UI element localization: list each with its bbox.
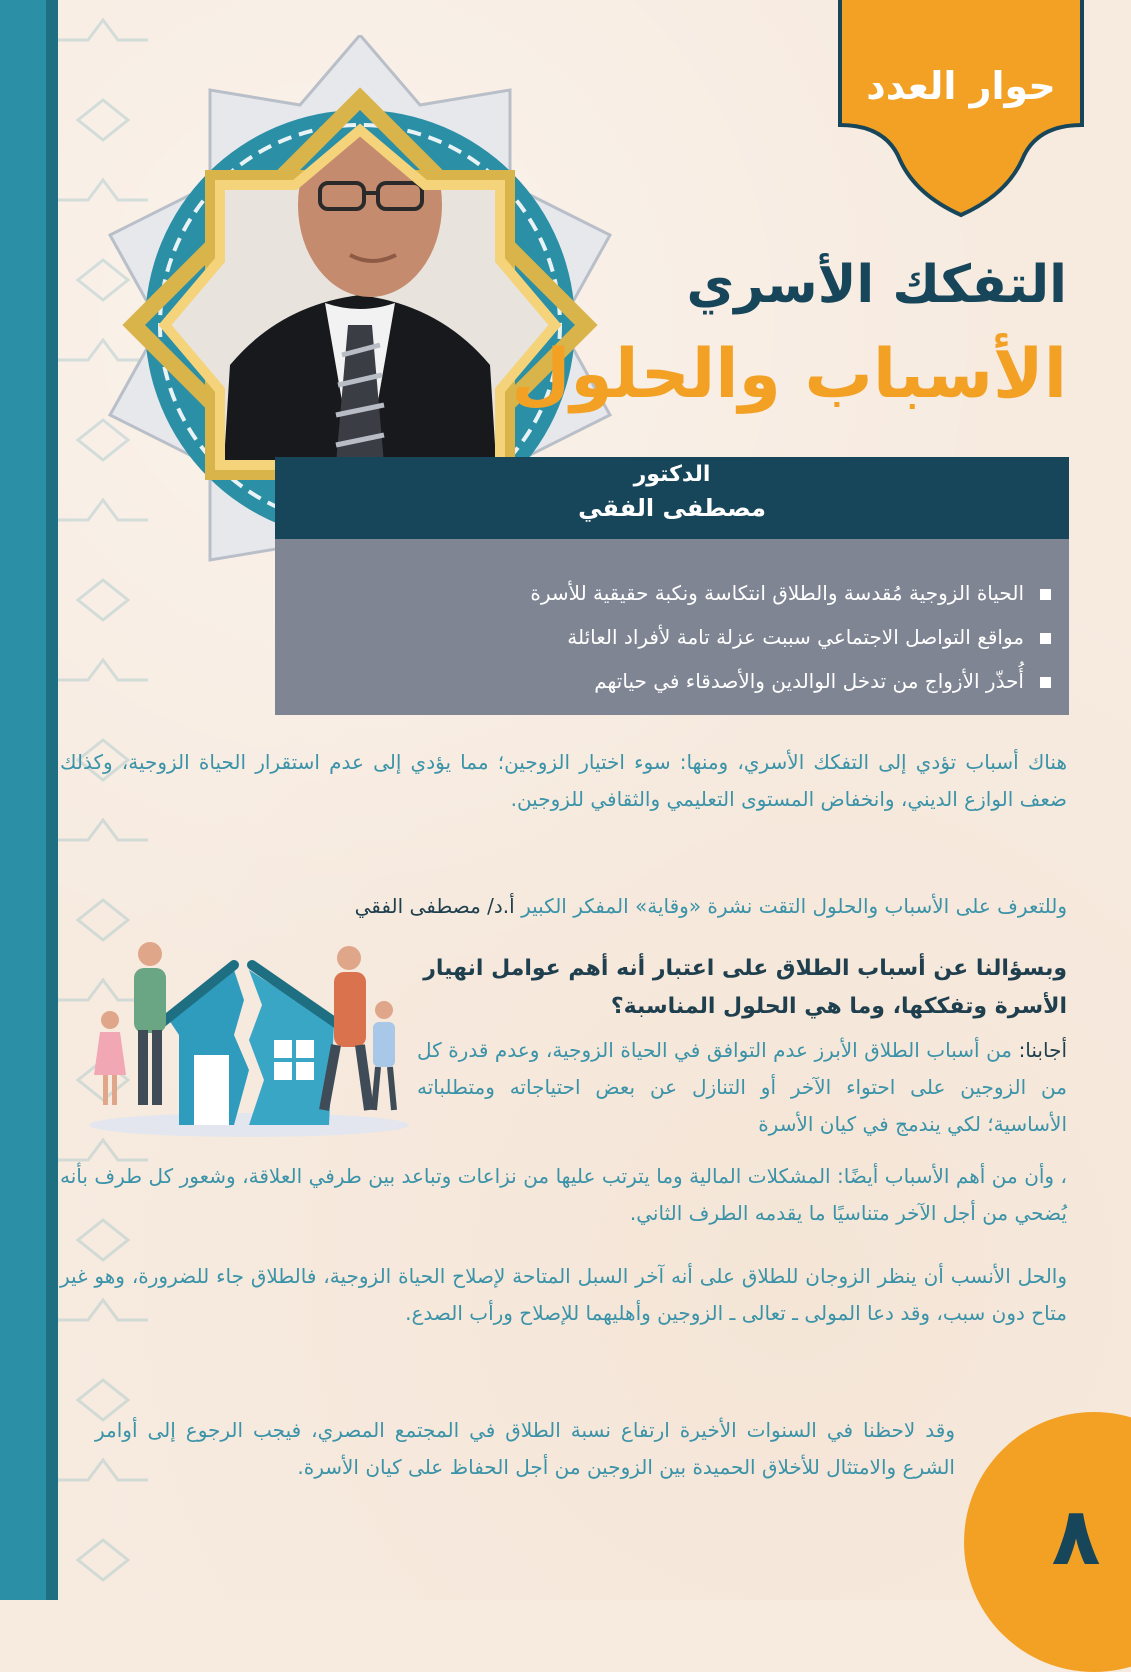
lead-prefix: وللتعرف على الأسباب والحلول التقت نشرة «وقاية» المفكر الكبير <box>521 894 1067 918</box>
highlight-item: أُحذّر الأزواج من تدخل الوالدين والأصدقاء في حياتهم <box>331 659 1051 703</box>
lead-author-name: أ.د/ مصطفى الفقي <box>354 894 515 918</box>
section-tag-shape <box>836 0 1086 220</box>
answer-text-1: من أسباب الطلاق الأبرز عدم التوافق في الحياة الزوجية، وعدم قدرة كل من الزوجين على احتواء الآخر أو التنازل عن بعض احتياجاته ومتطلباته الأساسية؛ لكي يندمج في كيان الأسرة <box>417 1038 1067 1136</box>
page-number: ٨ <box>1051 1490 1101 1583</box>
author-title: الدكتور <box>633 462 711 487</box>
answer-paragraph-1 <box>417 1032 1067 1143</box>
answer-paragraph-2: ، وأن من أهم الأسباب أيضًا: المشكلات المالية وما يترتب عليها من نزاعات وتباعد بين طرفي العلاقة، وشعور كل طرف بأنه يُضحي من أجل الآخر متناسيًا ما يقدمه الطرف الثاني. <box>60 1164 1067 1225</box>
highlight-item: الحياة الزوجية مُقدسة والطلاق انتكاسة ونكبة حقيقية للأسرة <box>331 571 1051 615</box>
author-name: مصطفى الفقي <box>578 494 766 522</box>
section-tag: حوار العدد <box>866 64 1056 108</box>
broken-family-illustration <box>84 940 414 1140</box>
side-band-edge <box>46 0 58 1600</box>
lead-line <box>60 888 1067 925</box>
bullet-square-icon <box>1040 633 1051 644</box>
highlights-list <box>331 571 1051 703</box>
intro-paragraph: هناك أسباب تؤدي إلى التفكك الأسري، ومنها: سوء اختيار الزوجين؛ مما يؤدي إلى عدم استقرار الحياة الزوجية، وكذلك ضعف الوازع الديني، وانخفاض المستوى التعليمي والثقافي للزوجين. <box>60 750 1067 811</box>
highlight-item: مواقع التواصل الاجتماعي سببت عزلة تامة لأفراد العائلة <box>331 615 1051 659</box>
page-title-line2: الأسباب والحلول <box>511 335 1067 414</box>
closing-paragraph: وقد لاحظنا في السنوات الأخيرة ارتفاع نسبة الطلاق في المجتمع المصري، فيجب الرجوع إلى أوامر الشرع والامتثال للأخلاق الحميدة بين الزوجين من أجل الحفاظ على كيان الأسرة. <box>95 1418 955 1479</box>
interview-question: وبسؤالنا عن أسباب الطلاق على اعتبار أنه أهم عوامل انهيار الأسرة وتفككها، وما هي الحلول المناسبة؟ <box>423 956 1067 1019</box>
answer-label: أجابنا: <box>1018 1038 1068 1062</box>
page-title-line1: التفكك الأسري <box>686 255 1067 315</box>
solution-paragraph: والحل الأنسب أن ينظر الزوجان للطلاق على أنه آخر السبل المتاحة لإصلاح الحياة الزوجية، فالطلاق جاء للضرورة، وهو غير متاح دون سبب، وقد دعا المولى ـ تعالى ـ الزوجين وأهليهما للإصلاح ورأب الصدع. <box>60 1264 1067 1325</box>
side-band <box>0 0 46 1600</box>
bullet-square-icon <box>1040 677 1051 688</box>
bullet-square-icon <box>1040 589 1051 600</box>
